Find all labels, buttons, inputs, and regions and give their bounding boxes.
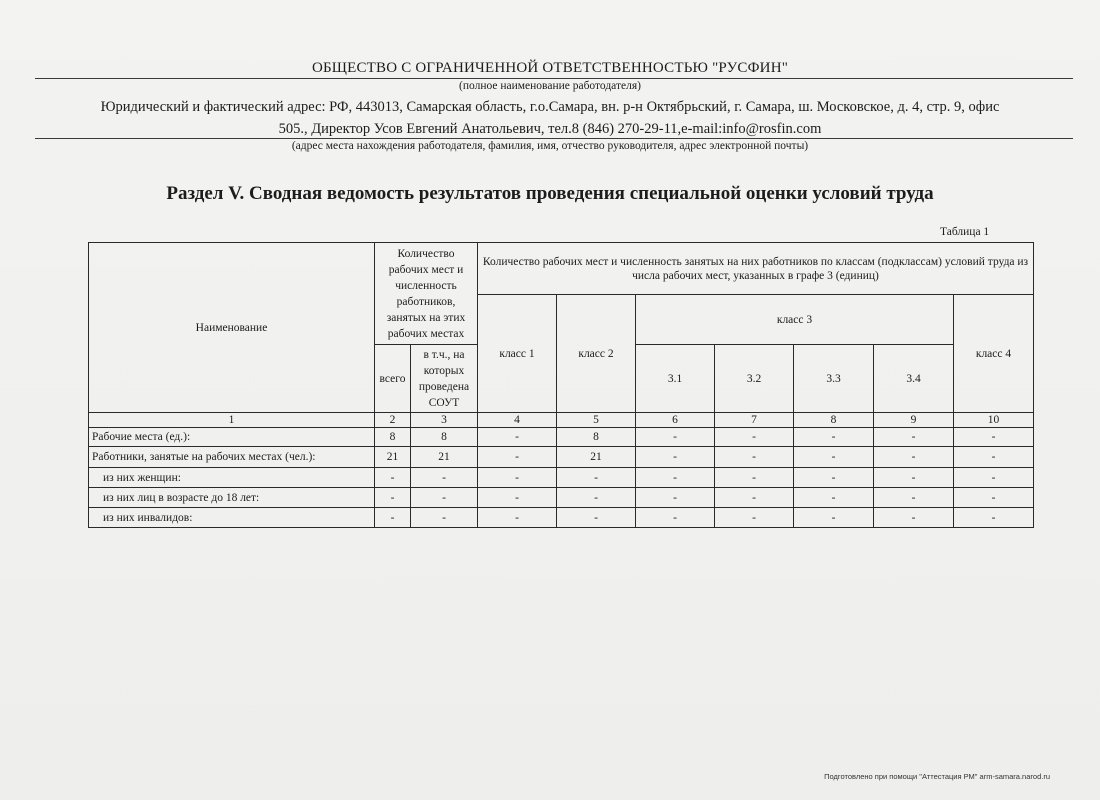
- header-classes-group: Количество рабочих мест и численность занятых на них работников по классам (подклассам) условий труда из числа рабочих мест, указанных в графе 3 (единиц): [478, 243, 1034, 295]
- column-number: 8: [794, 413, 874, 428]
- cell-value: -: [636, 428, 715, 447]
- cell-value: 21: [375, 447, 411, 468]
- cell-value: 8: [411, 428, 478, 447]
- cell-value: -: [375, 508, 411, 528]
- header-sub-3-4: 3.4: [874, 345, 954, 413]
- header-class-4: класс 4: [954, 295, 1034, 413]
- column-number: 6: [636, 413, 715, 428]
- column-number: 3: [411, 413, 478, 428]
- row-label: Работники, занятые на рабочих местах (чел.):: [89, 447, 375, 468]
- cell-value: -: [954, 428, 1034, 447]
- cell-value: -: [411, 468, 478, 488]
- cell-value: -: [715, 488, 794, 508]
- column-number: 9: [874, 413, 954, 428]
- header-incl-sout: в т.ч., на которых проведена СОУТ: [411, 345, 478, 413]
- column-number-row: [89, 413, 1034, 428]
- cell-value: -: [794, 447, 874, 468]
- header-class-2: класс 2: [557, 295, 636, 413]
- table-row: [89, 447, 1034, 468]
- cell-value: 21: [557, 447, 636, 468]
- summary-table: [88, 242, 1034, 528]
- section-title: Раздел V. Сводная ведомость результатов проведения специальной оценки условий труда: [166, 183, 934, 204]
- cell-value: -: [794, 468, 874, 488]
- column-number: 5: [557, 413, 636, 428]
- cell-value: -: [715, 468, 794, 488]
- cell-value: -: [874, 508, 954, 528]
- cell-value: -: [375, 488, 411, 508]
- row-label: из них лиц в возрасте до 18 лет:: [89, 488, 375, 508]
- column-number: 10: [954, 413, 1034, 428]
- cell-value: -: [954, 508, 1034, 528]
- cell-value: -: [478, 488, 557, 508]
- table-row: [89, 508, 1034, 528]
- table-row: [89, 468, 1034, 488]
- header-name: Наименование: [89, 243, 375, 413]
- cell-value: -: [794, 488, 874, 508]
- header-sub-3-1: 3.1: [636, 345, 715, 413]
- cell-value: -: [636, 468, 715, 488]
- cell-value: -: [636, 508, 715, 528]
- header-sub-3-3: 3.3: [794, 345, 874, 413]
- cell-value: -: [375, 468, 411, 488]
- address-underline: [35, 138, 1073, 139]
- column-number: 2: [375, 413, 411, 428]
- employer-address: [40, 96, 1060, 140]
- cell-value: -: [874, 447, 954, 468]
- table-row: [89, 488, 1034, 508]
- header-class-3: класс 3: [636, 295, 954, 345]
- employer-name-caption: (полное наименование работодателя): [459, 80, 641, 92]
- row-label: из них женщин:: [89, 468, 375, 488]
- cell-value: -: [715, 508, 794, 528]
- cell-value: -: [557, 508, 636, 528]
- cell-value: -: [794, 428, 874, 447]
- cell-value: -: [636, 447, 715, 468]
- header-sub-3-2: 3.2: [715, 345, 794, 413]
- footer-note: Подготовлено при помощи "Аттестация РМ" arm-samara.narod.ru: [824, 772, 1050, 781]
- header-count-group: Количество рабочих мест и численность работников, занятых на этих рабочих местах: [375, 243, 478, 345]
- cell-value: -: [874, 428, 954, 447]
- cell-value: -: [954, 488, 1034, 508]
- cell-value: -: [954, 447, 1034, 468]
- cell-value: -: [478, 447, 557, 468]
- cell-value: 21: [411, 447, 478, 468]
- cell-value: -: [715, 447, 794, 468]
- cell-value: -: [794, 508, 874, 528]
- cell-value: -: [478, 428, 557, 447]
- cell-value: -: [557, 468, 636, 488]
- cell-value: 8: [557, 428, 636, 447]
- cell-value: -: [411, 508, 478, 528]
- column-number: 7: [715, 413, 794, 428]
- address-line-2: 505., Директор Усов Евгений Анатольевич, тел.8 (846) 270-29-11,e-mail:info@rosfin.com: [278, 121, 822, 137]
- table-caption: Таблица 1: [940, 226, 990, 238]
- cell-value: -: [478, 508, 557, 528]
- header-total: всего: [375, 345, 411, 413]
- row-label: Рабочие места (ед.):: [89, 428, 375, 447]
- column-number: 4: [478, 413, 557, 428]
- table-row: [89, 428, 1034, 447]
- address-line-1: Юридический и фактический адрес: РФ, 443013, Самарская область, г.о.Самара, вн. р-н Октябрьский, г. Самара, ш. Московское, д. 4, стр. 9, офис: [100, 99, 1000, 115]
- cell-value: -: [874, 468, 954, 488]
- column-number: 1: [89, 413, 375, 428]
- cell-value: -: [557, 488, 636, 508]
- cell-value: -: [636, 488, 715, 508]
- cell-value: -: [478, 468, 557, 488]
- address-caption: (адрес места нахождения работодателя, фамилия, имя, отчество руководителя, адрес электронной почты): [291, 140, 809, 152]
- employer-name: ОБЩЕСТВО С ОГРАНИЧЕННОЙ ОТВЕТСТВЕННОСТЬЮ "РУСФИН": [311, 60, 789, 76]
- cell-value: -: [954, 468, 1034, 488]
- cell-value: -: [411, 488, 478, 508]
- header-class-1: класс 1: [478, 295, 557, 413]
- cell-value: -: [874, 488, 954, 508]
- row-label: из них инвалидов:: [89, 508, 375, 528]
- employer-name-underline: [35, 78, 1073, 79]
- cell-value: -: [715, 428, 794, 447]
- cell-value: 8: [375, 428, 411, 447]
